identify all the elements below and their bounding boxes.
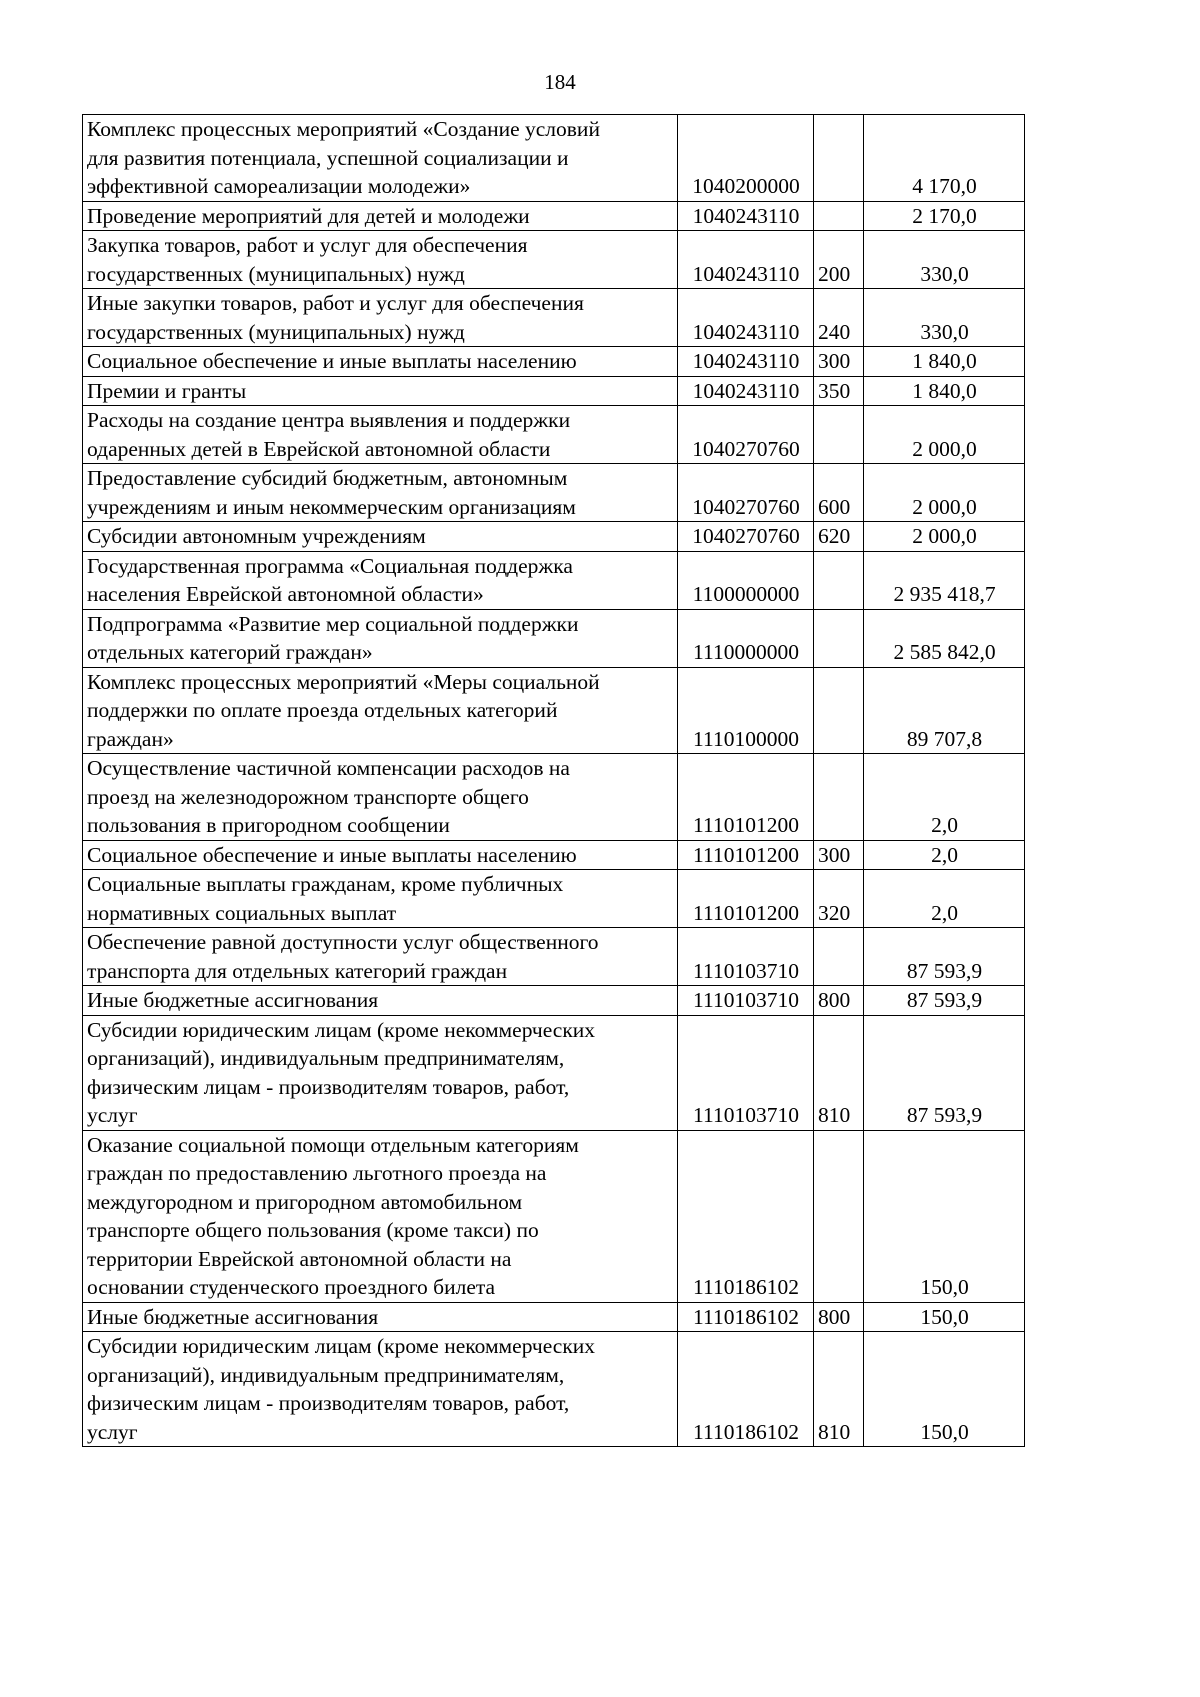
row-name-cell: Осуществление частичной компенсации расходов на проезд на железнодорожном транспорте общего пользования в пригородном сообщении: [83, 754, 678, 841]
row-amount-cell: 1 840,0: [864, 376, 1025, 406]
row-amount-cell: 2 170,0: [864, 201, 1025, 231]
table-row: [83, 1130, 1025, 1302]
row-amount-cell: 150,0: [864, 1302, 1025, 1332]
row-target-code-cell: 1110103710: [678, 986, 814, 1016]
row-name-cell: Иные закупки товаров, работ и услуг для обеспечения государственных (муниципальных) нужд: [83, 289, 678, 347]
table-row: [83, 870, 1025, 928]
row-amount-cell: 2,0: [864, 754, 1025, 841]
row-name-cell: Оказание социальной помощи отдельным категориям граждан по предоставлению льготного проезда на междугородном и пригородном автомобильном транспорте общего пользования (кроме такси) по территории Еврейской автономной области на основании студенческого проездного билета: [83, 1130, 678, 1302]
row-expense-type-cell: 810: [814, 1332, 864, 1447]
table-row: [83, 986, 1025, 1016]
table-row: [83, 347, 1025, 377]
row-target-code-cell: 1040270760: [678, 522, 814, 552]
row-expense-type-cell: 300: [814, 840, 864, 870]
row-name-cell: Комплекс процессных мероприятий «Создание условий для развития потенциала, успешной социализации и эффективной самореализации молодежи»: [83, 115, 678, 202]
row-target-code-cell: 1110101200: [678, 840, 814, 870]
budget-table: [82, 114, 1025, 1447]
row-name-cell: Субсидии автономным учреждениям: [83, 522, 678, 552]
row-target-code-cell: 1040270760: [678, 406, 814, 464]
row-name-cell: Субсидии юридическим лицам (кроме некоммерческих организаций), индивидуальным предпринимателям, физическим лицам - производителям товаров, работ, услуг: [83, 1015, 678, 1130]
row-name-cell: Иные бюджетные ассигнования: [83, 986, 678, 1016]
row-target-code-cell: 1040243110: [678, 231, 814, 289]
row-expense-type-cell: [814, 928, 864, 986]
table-row: [83, 754, 1025, 841]
row-target-code-cell: 1110101200: [678, 870, 814, 928]
row-amount-cell: 2 000,0: [864, 522, 1025, 552]
row-target-code-cell: 1040243110: [678, 347, 814, 377]
row-name-cell: Комплекс процессных мероприятий «Меры социальной поддержки по оплате проезда отдельных категорий граждан»: [83, 667, 678, 754]
row-expense-type-cell: 620: [814, 522, 864, 552]
row-amount-cell: 87 593,9: [864, 986, 1025, 1016]
row-amount-cell: 4 170,0: [864, 115, 1025, 202]
table-row: [83, 667, 1025, 754]
table-row: [83, 376, 1025, 406]
row-amount-cell: 2 000,0: [864, 464, 1025, 522]
row-target-code-cell: 1040270760: [678, 464, 814, 522]
table-row: [83, 201, 1025, 231]
row-name-cell: Социальные выплаты гражданам, кроме публичных нормативных социальных выплат: [83, 870, 678, 928]
row-target-code-cell: 1110101200: [678, 754, 814, 841]
row-expense-type-cell: [814, 609, 864, 667]
row-name-cell: Закупка товаров, работ и услуг для обеспечения государственных (муниципальных) нужд: [83, 231, 678, 289]
row-expense-type-cell: [814, 551, 864, 609]
row-expense-type-cell: 300: [814, 347, 864, 377]
row-expense-type-cell: [814, 201, 864, 231]
row-amount-cell: 89 707,8: [864, 667, 1025, 754]
row-amount-cell: 87 593,9: [864, 928, 1025, 986]
row-amount-cell: 2 935 418,7: [864, 551, 1025, 609]
row-name-cell: Подпрограмма «Развитие мер социальной поддержки отдельных категорий граждан»: [83, 609, 678, 667]
row-name-cell: Социальное обеспечение и иные выплаты населению: [83, 347, 678, 377]
row-target-code-cell: 1110186102: [678, 1302, 814, 1332]
row-amount-cell: 330,0: [864, 289, 1025, 347]
table-row: [83, 115, 1025, 202]
table-row: [83, 231, 1025, 289]
table-row: [83, 840, 1025, 870]
row-amount-cell: 2 585 842,0: [864, 609, 1025, 667]
row-target-code-cell: 1040243110: [678, 201, 814, 231]
row-name-cell: Расходы на создание центра выявления и поддержки одаренных детей в Еврейской автономной области: [83, 406, 678, 464]
row-expense-type-cell: [814, 667, 864, 754]
table-row: [83, 464, 1025, 522]
row-name-cell: Обеспечение равной доступности услуг общественного транспорта для отдельных категорий граждан: [83, 928, 678, 986]
row-expense-type-cell: 800: [814, 986, 864, 1016]
row-expense-type-cell: [814, 754, 864, 841]
row-expense-type-cell: 810: [814, 1015, 864, 1130]
row-expense-type-cell: [814, 115, 864, 202]
row-expense-type-cell: 800: [814, 1302, 864, 1332]
row-name-cell: Государственная программа «Социальная поддержка населения Еврейской автономной области»: [83, 551, 678, 609]
table-row: [83, 1302, 1025, 1332]
row-amount-cell: 2,0: [864, 870, 1025, 928]
row-amount-cell: 330,0: [864, 231, 1025, 289]
row-name-cell: Предоставление субсидий бюджетным, автономным учреждениям и иным некоммерческим организациям: [83, 464, 678, 522]
row-name-cell: Субсидии юридическим лицам (кроме некоммерческих организаций), индивидуальным предпринимателям, физическим лицам - производителям товаров, работ, услуг: [83, 1332, 678, 1447]
row-target-code-cell: 1110186102: [678, 1130, 814, 1302]
table-row: [83, 1015, 1025, 1130]
row-expense-type-cell: 600: [814, 464, 864, 522]
row-name-cell: Премии и гранты: [83, 376, 678, 406]
row-expense-type-cell: [814, 406, 864, 464]
row-amount-cell: 2,0: [864, 840, 1025, 870]
table-body: [83, 115, 1025, 1447]
table-row: [83, 928, 1025, 986]
row-target-code-cell: 1110100000: [678, 667, 814, 754]
row-target-code-cell: 1110186102: [678, 1332, 814, 1447]
row-amount-cell: 1 840,0: [864, 347, 1025, 377]
table-row: [83, 609, 1025, 667]
table-row: [83, 1332, 1025, 1447]
row-amount-cell: 150,0: [864, 1332, 1025, 1447]
table-row: [83, 406, 1025, 464]
row-target-code-cell: 1040243110: [678, 376, 814, 406]
table-row: [83, 522, 1025, 552]
row-expense-type-cell: 350: [814, 376, 864, 406]
row-target-code-cell: 1040243110: [678, 289, 814, 347]
row-name-cell: Проведение мероприятий для детей и молодежи: [83, 201, 678, 231]
table-row: [83, 289, 1025, 347]
row-target-code-cell: 1110103710: [678, 1015, 814, 1130]
row-target-code-cell: 1110103710: [678, 928, 814, 986]
row-expense-type-cell: 240: [814, 289, 864, 347]
row-amount-cell: 2 000,0: [864, 406, 1025, 464]
row-name-cell: Иные бюджетные ассигнования: [83, 1302, 678, 1332]
row-amount-cell: 150,0: [864, 1130, 1025, 1302]
row-target-code-cell: 1100000000: [678, 551, 814, 609]
row-expense-type-cell: 200: [814, 231, 864, 289]
table-row: [83, 551, 1025, 609]
row-expense-type-cell: 320: [814, 870, 864, 928]
row-name-cell: Социальное обеспечение и иные выплаты населению: [83, 840, 678, 870]
row-expense-type-cell: [814, 1130, 864, 1302]
row-target-code-cell: 1110000000: [678, 609, 814, 667]
row-amount-cell: 87 593,9: [864, 1015, 1025, 1130]
page-number: 184: [544, 70, 576, 94]
row-target-code-cell: 1040200000: [678, 115, 814, 202]
